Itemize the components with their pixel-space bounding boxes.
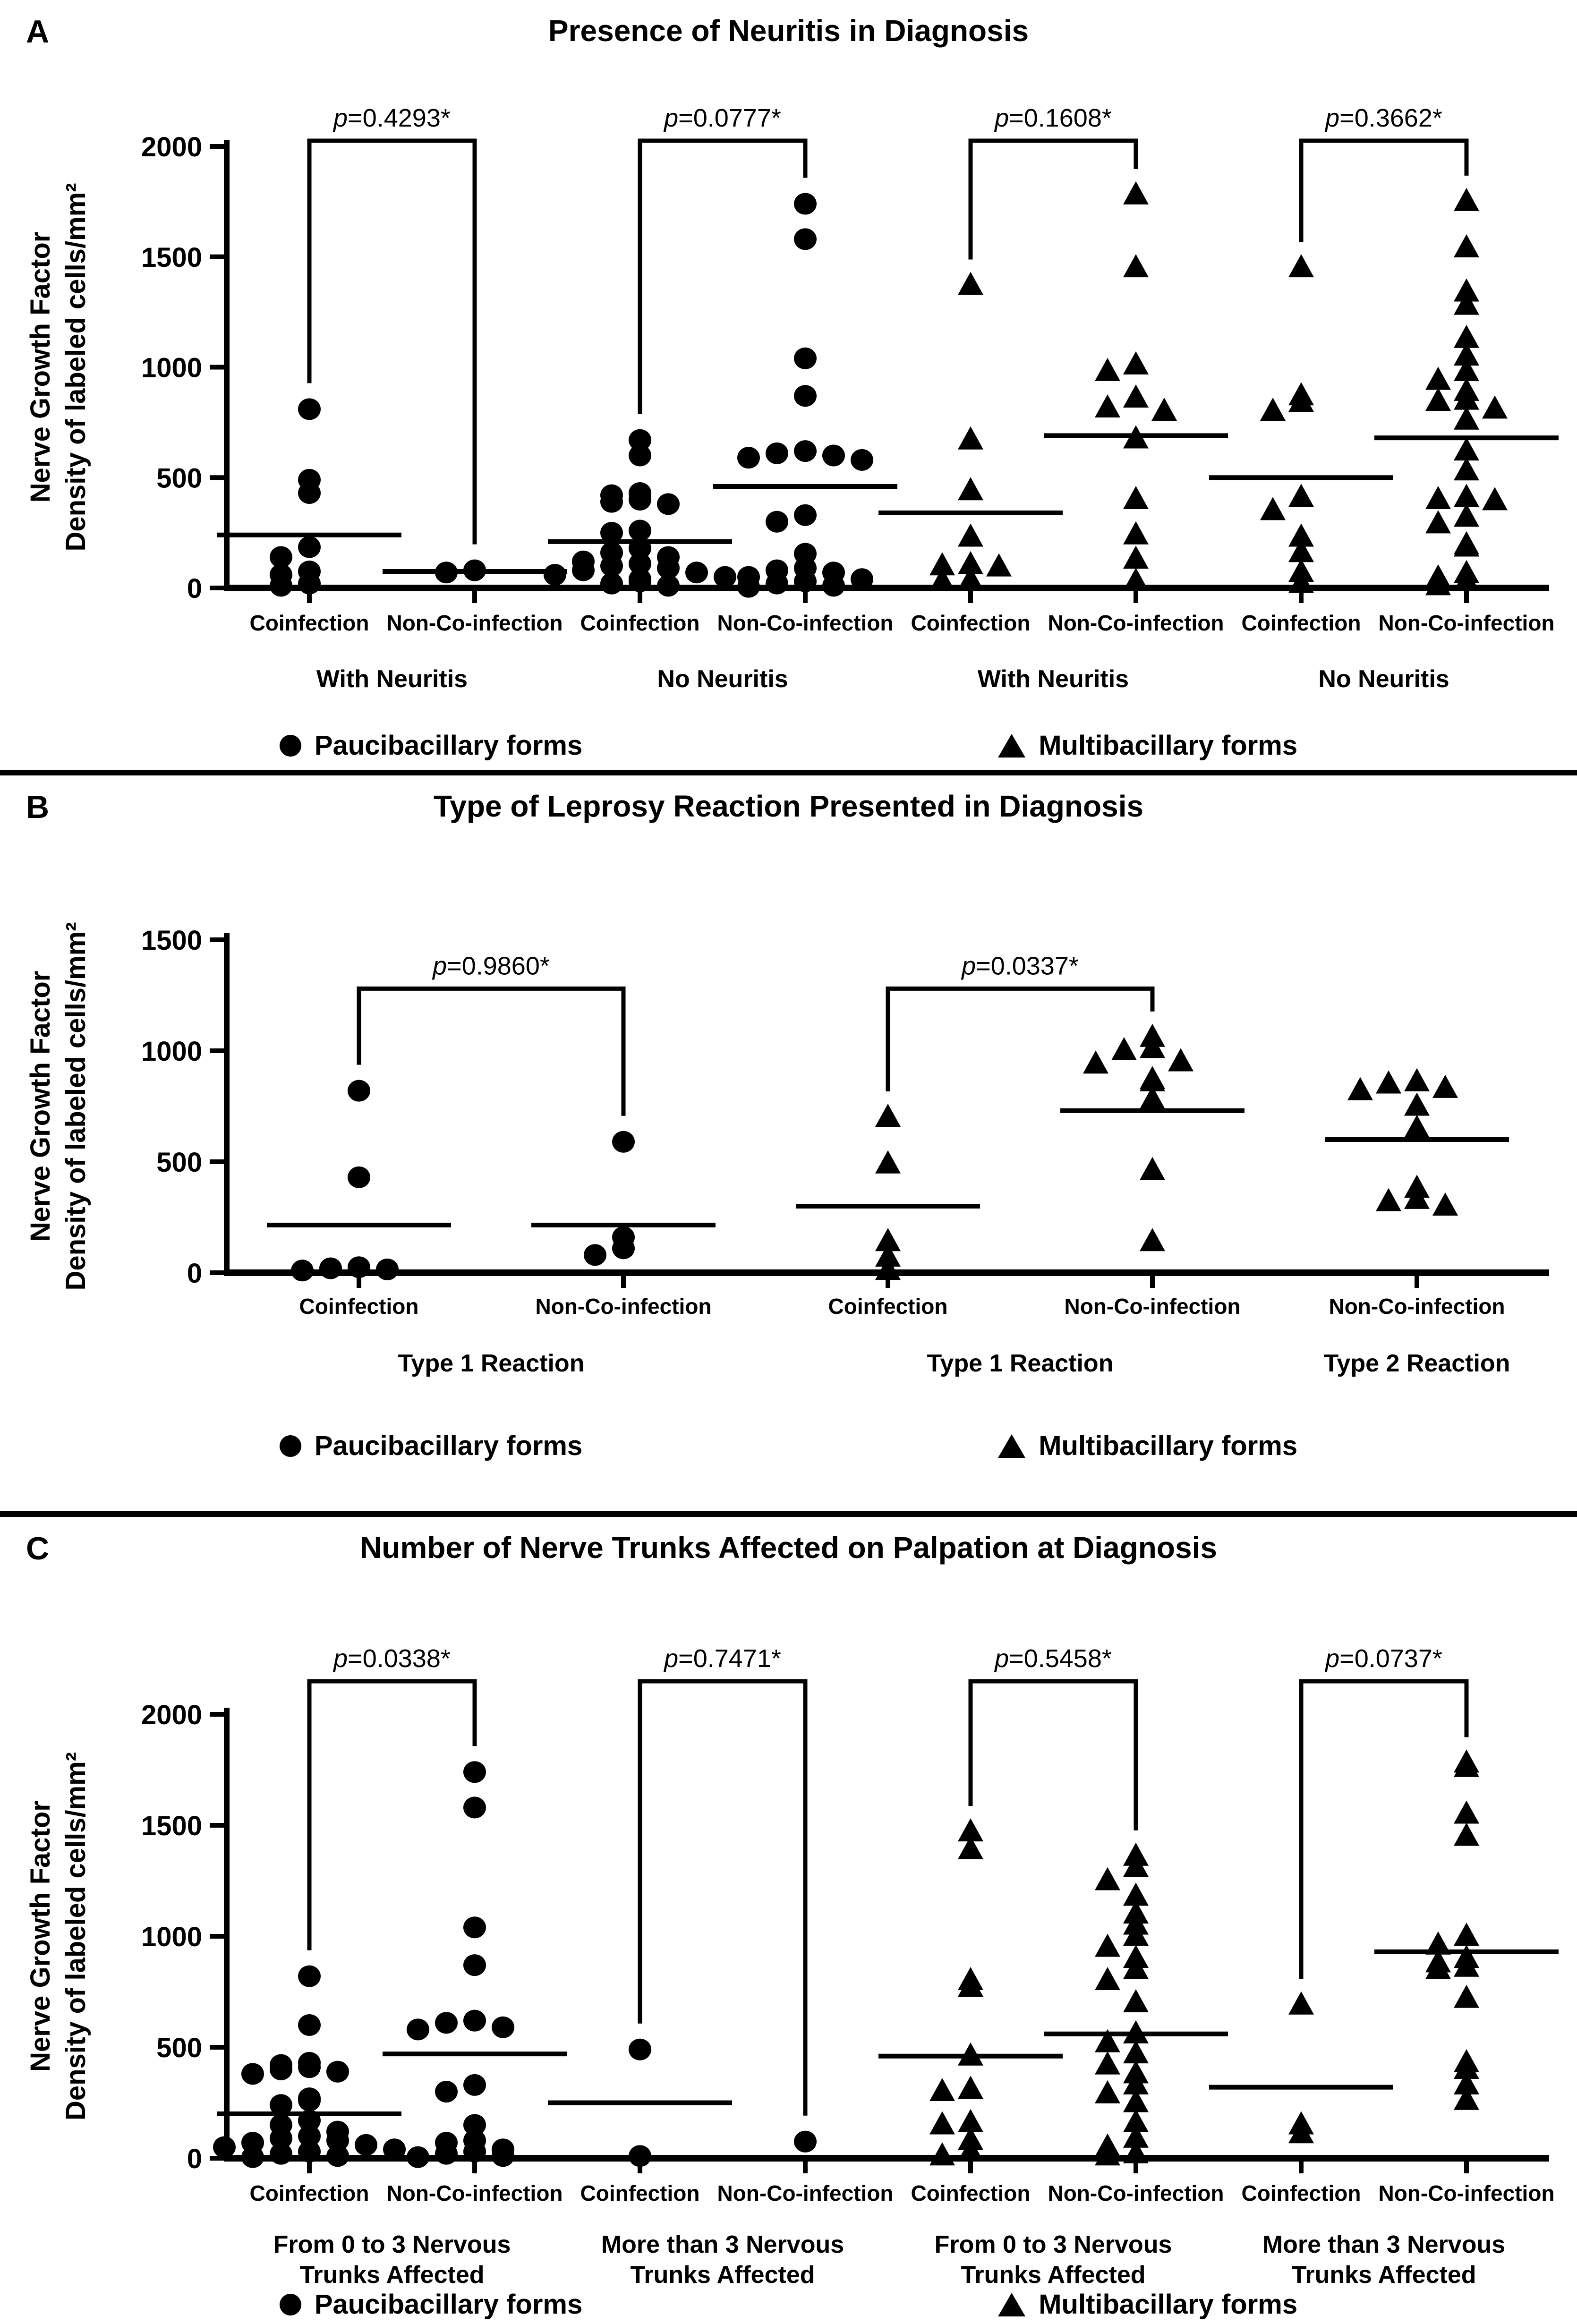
panel-b-letter: B <box>26 789 50 825</box>
data-point-triangle <box>1095 394 1120 417</box>
data-point-circle <box>794 193 817 215</box>
data-point-circle <box>794 2131 817 2153</box>
data-point-circle <box>463 2010 486 2032</box>
data-point-triangle <box>1288 484 1314 507</box>
y-tick-label: 500 <box>156 2033 202 2063</box>
data-point-triangle <box>1095 1967 1120 1990</box>
data-point-circle <box>572 560 595 581</box>
legend-label-paucibacillary: Paucibacillary forms <box>314 1430 583 1461</box>
data-point-triangle <box>1095 358 1120 381</box>
y-axis-title-line2: Density of labeled cells/mm² <box>60 1752 91 2121</box>
section-label: Type 2 Reaction <box>1323 1350 1510 1377</box>
data-point-circle <box>298 536 321 558</box>
x-tick-label: Coinfection <box>1241 2181 1361 2205</box>
section-label: Type 1 Reaction <box>398 1350 585 1377</box>
legend-label-multibacillary: Multibacillary forms <box>1039 1430 1298 1461</box>
data-point-circle <box>612 1131 635 1153</box>
data-point-triangle <box>958 272 983 295</box>
data-point-triangle <box>1288 254 1314 277</box>
circle-icon <box>280 735 301 757</box>
data-point-circle <box>794 504 817 526</box>
p-value-label: p=0.0337* <box>962 952 1079 980</box>
plot-element: p <box>433 952 447 980</box>
data-point-circle <box>766 511 788 533</box>
data-point-triangle <box>875 1150 901 1174</box>
plot-element: p <box>995 1644 1009 1673</box>
circle-icon <box>280 2294 301 2315</box>
panel-c-letter: C <box>26 1531 50 1566</box>
section-label: More than 3 Nervous <box>1262 2231 1506 2258</box>
x-tick-label: Coinfection <box>580 2181 700 2205</box>
data-point-circle <box>766 573 788 595</box>
data-point-circle <box>376 1259 399 1280</box>
data-point-triangle <box>1083 1050 1108 1073</box>
p-value-label: p=0.4293* <box>333 104 451 132</box>
data-point-triangle <box>958 523 983 546</box>
y-tick-label: 500 <box>156 463 202 494</box>
panel-a <box>0 0 1577 770</box>
y-tick-label: 1500 <box>141 1811 202 1841</box>
section-label: More than 3 Nervous <box>601 2231 844 2258</box>
data-point-triangle <box>1482 487 1508 510</box>
data-point-circle <box>657 493 680 515</box>
data-point-triangle <box>1095 2052 1120 2075</box>
legend-item-paucibacillary <box>280 1430 582 1462</box>
data-point-triangle <box>1425 388 1451 411</box>
x-tick-label: Coinfection <box>911 2181 1031 2205</box>
data-point-circle <box>612 1237 635 1259</box>
data-point-circle <box>270 2143 292 2165</box>
x-tick-label: Non-Co-infection <box>386 2181 563 2205</box>
section-label: No Neuritis <box>657 665 788 693</box>
data-point-circle <box>822 575 845 596</box>
panel-divider <box>0 770 1577 775</box>
data-point-circle <box>685 562 708 583</box>
data-point-circle <box>629 2145 651 2167</box>
p-value-label: p=0.3662* <box>1325 104 1442 132</box>
data-point-triangle <box>929 2078 955 2101</box>
x-tick-label: Non-Co-infection <box>535 1294 712 1319</box>
data-point-circle <box>348 1166 370 1188</box>
p-value-label: p=0.7471* <box>664 1644 781 1673</box>
y-tick-label: 1500 <box>141 242 202 273</box>
data-point-triangle <box>1168 1048 1193 1072</box>
x-tick-label: Non-Co-infection <box>1329 1294 1505 1319</box>
panel-c <box>0 1517 1577 2324</box>
data-point-circle <box>714 566 736 588</box>
panel-b-plot <box>0 775 1577 1511</box>
plot-element: p <box>333 104 348 132</box>
data-point-circle <box>348 1256 370 1278</box>
data-point-circle <box>657 575 680 596</box>
data-point-circle <box>794 348 817 369</box>
panel-a-plot <box>0 0 1577 770</box>
data-point-circle <box>298 482 321 504</box>
data-point-circle <box>851 568 873 590</box>
data-point-circle <box>298 2141 321 2162</box>
data-point-circle <box>737 447 760 468</box>
data-point-triangle <box>929 2111 955 2135</box>
legend-item-paucibacillary <box>280 730 582 761</box>
data-point-circle <box>463 2141 486 2162</box>
data-point-circle <box>355 2134 377 2156</box>
data-point-circle <box>600 491 623 513</box>
comparison-bracket <box>309 1681 475 1950</box>
plot-element: p <box>1325 104 1340 132</box>
data-point-triangle <box>1432 1075 1458 1098</box>
section-label: Trunks Affected <box>961 2261 1146 2289</box>
panel-a-title: Presence of Neuritis in Diagnosis <box>548 14 1029 48</box>
x-tick-label: Non-Co-infection <box>1048 611 1224 635</box>
triangle-icon <box>998 734 1025 758</box>
data-point-triangle <box>1425 510 1451 533</box>
data-point-triangle <box>986 553 1012 577</box>
data-point-circle <box>241 2063 264 2085</box>
comparison-bracket <box>1301 1681 1466 1979</box>
data-point-triangle <box>1454 457 1479 480</box>
data-point-triangle <box>1454 437 1479 460</box>
x-tick-label: Non-Co-infection <box>717 2181 894 2205</box>
data-point-circle <box>629 445 651 467</box>
data-point-triangle <box>1376 1188 1401 1211</box>
p-value-label: p=0.0338* <box>333 1644 451 1673</box>
data-point-triangle <box>1095 1867 1120 1890</box>
section-label: Trunks Affected <box>630 2261 815 2289</box>
y-axis-title-line1: Nerve Growth Factor <box>25 970 56 1242</box>
y-axis-title-line2: Density of labeled cells/mm² <box>60 922 91 1291</box>
panel-b-legend <box>0 1430 1577 1462</box>
section-label: Trunks Affected <box>299 2261 485 2289</box>
y-tick-label: 0 <box>187 2144 202 2174</box>
data-point-circle <box>629 570 651 592</box>
x-tick-label: Coinfection <box>580 611 700 635</box>
panel-c-plot <box>0 1517 1577 2324</box>
data-point-circle <box>270 575 292 596</box>
data-point-triangle <box>1454 234 1479 257</box>
data-point-circle <box>463 1761 486 1783</box>
data-point-triangle <box>1454 1923 1479 1946</box>
x-tick-label: Non-Co-infection <box>1378 2181 1555 2205</box>
p-value-label: p=0.0737* <box>1325 1644 1442 1673</box>
data-point-triangle <box>1151 398 1177 421</box>
data-point-triangle <box>1095 1934 1120 1957</box>
plot-element: p <box>333 1644 348 1673</box>
data-point-circle <box>629 489 651 511</box>
legend-item-paucibacillary <box>280 2289 582 2320</box>
data-point-triangle <box>1432 1192 1458 1216</box>
data-point-circle <box>298 2014 321 2036</box>
x-tick-label: Coinfection <box>299 1294 419 1319</box>
section-label: Trunks Affected <box>1291 2261 1476 2289</box>
data-point-triangle <box>1260 497 1286 520</box>
section-label: From 0 to 3 Nervous <box>934 2231 1172 2258</box>
data-point-triangle <box>1140 1157 1165 1180</box>
section-label: No Neuritis <box>1318 665 1449 693</box>
data-point-triangle <box>1123 2040 1149 2063</box>
x-tick-label: Coinfection <box>911 611 1031 635</box>
data-point-triangle <box>875 1104 901 1127</box>
data-point-triangle <box>1454 1985 1479 2008</box>
panel-b-title: Type of Leprosy Reaction Presented in Diagnosis <box>433 789 1144 823</box>
data-point-triangle <box>1123 1989 1149 2012</box>
comparison-bracket <box>640 1681 805 2116</box>
triangle-icon <box>998 2293 1025 2316</box>
x-tick-label: Coinfection <box>828 1294 948 1319</box>
data-point-triangle <box>1095 2080 1120 2103</box>
panel-c-legend <box>0 2289 1577 2320</box>
section-label: With Neuritis <box>977 665 1129 693</box>
x-tick-label: Coinfection <box>249 611 369 635</box>
data-point-triangle <box>1123 568 1149 591</box>
panel-c-title: Number of Nerve Trunks Affected on Palpation at Diagnosis <box>360 1531 1217 1565</box>
x-tick-label: Non-Co-infection <box>1378 611 1555 635</box>
x-tick-label: Coinfection <box>249 2181 369 2205</box>
panel-a-legend <box>0 730 1577 761</box>
data-point-circle <box>766 443 788 464</box>
y-tick-label: 1000 <box>141 352 202 383</box>
legend-item-multibacillary <box>998 730 1297 761</box>
y-tick-label: 500 <box>156 1147 202 1178</box>
data-point-triangle <box>1123 254 1149 277</box>
data-point-triangle <box>1454 188 1479 211</box>
x-tick-label: Non-Co-infection <box>717 611 894 635</box>
data-point-circle <box>822 445 845 467</box>
section-label: Type 1 Reaction <box>927 1350 1114 1377</box>
comparison-bracket <box>971 141 1136 260</box>
data-point-circle <box>298 2056 321 2078</box>
data-point-circle <box>794 385 817 407</box>
data-point-circle <box>298 1966 321 1987</box>
data-point-circle <box>291 1260 314 1281</box>
y-tick-label: 2000 <box>141 132 202 162</box>
legend-item-multibacillary <box>998 1430 1297 1462</box>
data-point-triangle <box>1347 1077 1373 1100</box>
data-point-triangle <box>929 2142 955 2165</box>
data-point-triangle <box>1123 351 1149 375</box>
data-point-circle <box>407 2018 429 2040</box>
data-point-triangle <box>1482 395 1508 418</box>
legend-label-multibacillary: Multibacillary forms <box>1039 730 1298 761</box>
y-tick-label: 2000 <box>141 1700 202 1730</box>
y-tick-label: 1000 <box>141 1922 202 1952</box>
data-point-circle <box>383 2138 406 2160</box>
legend-label-paucibacillary: Paucibacillary forms <box>314 2289 583 2320</box>
data-point-circle <box>544 564 566 586</box>
y-tick-label: 1000 <box>141 1036 202 1067</box>
data-point-circle <box>298 573 321 595</box>
triangle-icon <box>998 1434 1025 1458</box>
y-axis-title-line1: Nerve Growth Factor <box>25 231 56 503</box>
y-axis-title-line1: Nerve Growth Factor <box>25 1801 56 2072</box>
data-point-triangle <box>1454 1823 1479 1846</box>
x-tick-label: Non-Co-infection <box>1064 1294 1241 1319</box>
x-tick-label: Coinfection <box>1241 611 1361 635</box>
comparison-bracket <box>309 141 475 545</box>
legend-item-multibacillary <box>998 2289 1297 2320</box>
circle-icon <box>280 1435 301 1457</box>
data-point-circle <box>326 2061 349 2083</box>
data-point-circle <box>326 2145 349 2167</box>
y-axis-title-line2: Density of labeled cells/mm² <box>60 183 91 552</box>
data-point-circle <box>319 1258 342 1279</box>
section-label: With Neuritis <box>316 665 468 693</box>
comparison-bracket <box>888 988 1152 1091</box>
data-point-circle <box>298 2090 321 2111</box>
comparison-bracket <box>1301 141 1466 242</box>
comparison-bracket <box>359 988 623 1115</box>
data-point-circle <box>794 570 817 592</box>
plot-element: p <box>1325 1644 1340 1673</box>
data-point-circle <box>629 2039 651 2060</box>
plot-element: p <box>962 952 976 980</box>
data-point-circle <box>463 1954 486 1976</box>
data-point-triangle <box>1123 181 1149 204</box>
data-point-triangle <box>1123 384 1149 408</box>
legend-label-paucibacillary: Paucibacillary forms <box>314 730 583 761</box>
data-point-triangle <box>1123 545 1149 569</box>
data-point-triangle <box>1376 1071 1401 1094</box>
x-tick-label: Non-Co-infection <box>386 611 563 635</box>
y-tick-label: 0 <box>187 573 202 604</box>
panel-b <box>0 775 1577 1511</box>
data-point-triangle <box>1454 534 1479 557</box>
data-point-triangle <box>1425 486 1451 509</box>
x-tick-label: Non-Co-infection <box>1048 2181 1224 2205</box>
data-point-circle <box>737 576 760 598</box>
data-point-circle <box>851 449 873 471</box>
plot-element: p <box>664 1644 679 1673</box>
data-point-circle <box>241 2146 264 2168</box>
data-point-triangle <box>958 426 983 450</box>
data-point-triangle <box>958 477 983 500</box>
data-point-circle <box>600 573 623 595</box>
data-point-triangle <box>1404 1068 1430 1091</box>
plot-element: p <box>664 104 679 132</box>
data-point-circle <box>213 2137 236 2158</box>
data-point-circle <box>492 2017 514 2038</box>
y-tick-label: 1500 <box>141 925 202 956</box>
data-point-circle <box>348 1080 370 1102</box>
data-point-circle <box>270 2059 292 2080</box>
panel-divider <box>0 1511 1577 1517</box>
data-point-triangle <box>1404 1115 1430 1138</box>
p-value-label: p=0.0777* <box>664 104 781 132</box>
data-point-triangle <box>1404 1093 1430 1116</box>
data-point-triangle <box>1123 486 1149 509</box>
p-value-label: p=0.9860* <box>433 952 550 980</box>
data-point-circle <box>298 398 321 420</box>
data-point-triangle <box>1111 1037 1137 1060</box>
data-point-triangle <box>1288 1992 1314 2015</box>
data-point-circle <box>463 2074 486 2096</box>
p-value-label: p=0.5458* <box>995 1644 1112 1673</box>
data-point-circle <box>463 1796 486 1818</box>
data-point-triangle <box>1454 484 1479 507</box>
comparison-bracket <box>971 1681 1136 1830</box>
panel-a-letter: A <box>26 14 50 50</box>
data-point-circle <box>794 440 817 462</box>
data-point-circle <box>584 1244 606 1266</box>
data-point-triangle <box>1123 521 1149 545</box>
data-point-triangle <box>1140 1228 1165 1251</box>
data-point-circle <box>463 1916 486 1938</box>
legend-label-multibacillary: Multibacillary forms <box>1039 2289 1298 2320</box>
y-tick-label: 0 <box>187 1258 202 1289</box>
comparison-bracket <box>640 141 805 414</box>
data-point-circle <box>407 2146 429 2168</box>
data-point-circle <box>794 228 817 250</box>
data-point-circle <box>492 2145 514 2167</box>
data-point-circle <box>435 2081 458 2103</box>
data-point-triangle <box>1454 1754 1479 1777</box>
plot-element: p <box>995 104 1009 132</box>
section-label: From 0 to 3 Nervous <box>273 2231 511 2258</box>
data-point-circle <box>435 2143 458 2165</box>
p-value-label: p=0.1608* <box>995 104 1112 132</box>
data-point-triangle <box>1454 503 1479 527</box>
data-point-triangle <box>1425 367 1451 390</box>
data-point-triangle <box>1454 1801 1479 1824</box>
data-point-circle <box>435 2012 458 2034</box>
data-point-triangle <box>958 2076 983 2099</box>
data-point-triangle <box>1260 398 1286 421</box>
data-point-triangle <box>1454 407 1479 430</box>
